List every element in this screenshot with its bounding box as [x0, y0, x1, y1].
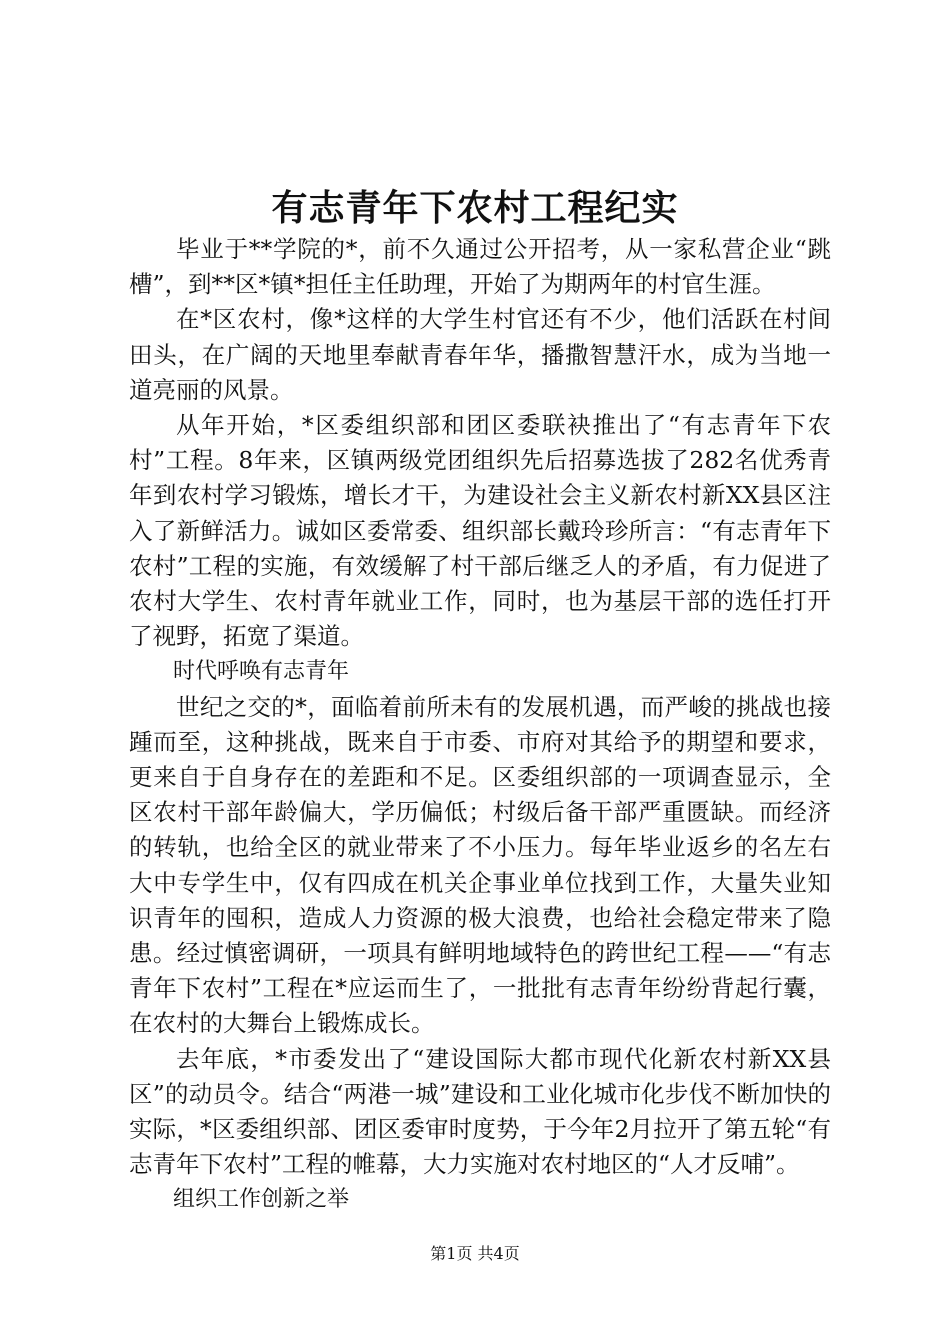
- paragraph: 从年开始，*区委组织部和团区委联袂推出了“有志青年下农村”工程。8年来，区镇两级党团组织先后招募选拔了282名优秀青年到农村学习锻炼，增长才干，为建设社会主义新农村新XX县区注入了新鲜活力。诚如区委常委、组织部长戴玲珍所言：“有志青年下农村”工程的实施，有效缓解了村干部后继乏人的矛盾，有力促进了农村大学生、农村青年就业工作，同时，也为基层干部的选任打开了视野，拓宽了渠道。: [129, 411, 831, 651]
- paragraph: 去年底，*市委发出了“建设国际大都市现代化新农村新XX县区”的动员令。结合“两港一城”建设和工业化城市化步伐不断加快的实际，*区委组织部、团区委审时度势，于今年2月拉开了第五轮“有志青年下农村”工程的帷幕，大力实施对农村地区的“人才反哺”。: [129, 1044, 831, 1179]
- paragraph: 世纪之交的*，面临着前所未有的发展机遇，而严峻的挑战也接踵而至，这种挑战，既来自于市委、市府对其给予的期望和要求，更来自于自身存在的差距和不足。区委组织部的一项调查显示，全区农村干部年龄偏大，学历偏低；村级后备干部严重匮缺。而经济的转轨，也给全区的就业带来了不小压力。每年毕业返乡的名左右大中专学生中，仅有四成在机关企事业单位找到工作，大量失业知识青年的囤积，造成人力资源的极大浪费，也给社会稳定带来了隐患。经过慎密调研，一项具有鲜明地域特色的跨世纪工程——“有志青年下农村”工程在*应运而生了，一批批有志青年纷纷背起行囊，在农村的大舞台上锻炼成长。: [129, 692, 831, 1038]
- page-number-footer: 第1页 共4页: [430, 1244, 520, 1263]
- paragraph: 在*区农村，像*这样的大学生村官还有不少，他们活跃在村间田头，在广阔的天地里奉献青春年华，播撒智慧汗水，成为当地一道亮丽的风景。: [129, 305, 831, 404]
- section-heading: 组织工作创新之举: [173, 1187, 350, 1213]
- document-body: [129, 232, 831, 1218]
- section-heading: 时代呼唤有志青年: [173, 659, 350, 685]
- paragraph: 毕业于**学院的*，前不久通过公开招考，从一家私营企业“跳槽”，到**区*镇*担任主任助理，开始了为期两年的村官生涯。: [129, 235, 831, 299]
- document-title: 有志青年下农村工程纪实: [271, 187, 679, 229]
